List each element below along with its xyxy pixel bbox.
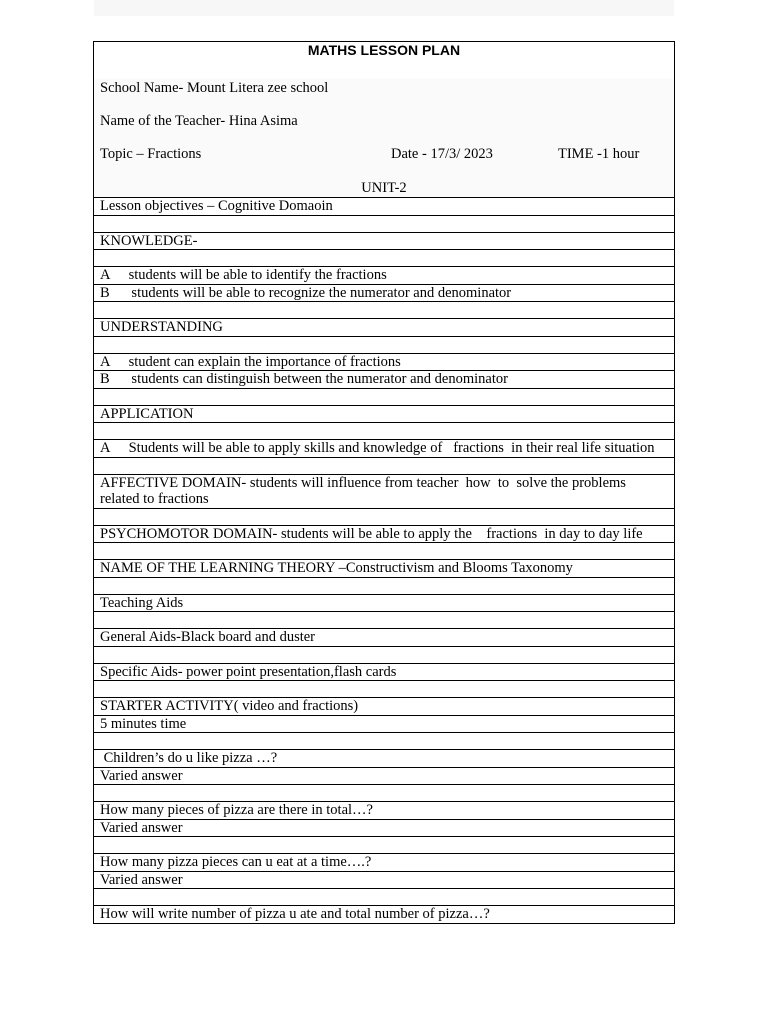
spacer-row — [94, 680, 674, 697]
spacer-row — [94, 388, 674, 405]
table-row: How will write number of pizza u ate and total number of pizza…? — [94, 905, 674, 923]
table-row: A student can explain the importance of fractions — [94, 353, 674, 371]
table-row: PSYCHOMOTOR DOMAIN- students will be able to apply the fractions in day to day life — [94, 525, 674, 543]
spacer-row — [94, 542, 674, 559]
table-row: B students can distinguish between the numerator and denominator — [94, 370, 674, 388]
spacer-row — [94, 336, 674, 353]
table-row: 5 minutes time — [94, 715, 674, 733]
table-row: KNOWLEDGE- — [94, 232, 674, 250]
document-title: MATHS LESSON PLAN — [307, 42, 461, 58]
spacer-row — [94, 577, 674, 594]
spacer-row — [94, 836, 674, 853]
table-row: A Students will be able to apply skills and knowledge of fractions in their real life situation — [94, 439, 674, 457]
spacer-row — [94, 457, 674, 474]
school-name: School Name- Mount Litera zee school — [100, 80, 329, 96]
lesson-topic: Topic – Fractions — [100, 146, 202, 162]
spacer-row — [94, 732, 674, 749]
table-row: Children’s do u like pizza …? — [94, 749, 674, 767]
table-row: STARTER ACTIVITY( video and fractions) — [94, 697, 674, 715]
spacer-row — [94, 888, 674, 905]
table-row: Varied answer — [94, 767, 674, 785]
spacer-row — [94, 646, 674, 663]
lesson-time: TIME -1 hour — [558, 146, 640, 162]
spacer-row — [94, 784, 674, 801]
table-row: Varied answer — [94, 819, 674, 837]
lesson-date: Date - 17/3/ 2023 — [391, 146, 493, 162]
spacer-row — [94, 215, 674, 232]
table-row: A students will be able to identify the fractions — [94, 266, 674, 284]
table-row: Lesson objectives – Cognitive Domaoin — [94, 197, 674, 215]
spacer-row — [94, 249, 674, 266]
spacer-row — [94, 422, 674, 439]
table-row: How many pizza pieces can u eat at a time….? — [94, 853, 674, 871]
table-row: NAME OF THE LEARNING THEORY –Constructivism and Blooms Taxonomy — [94, 559, 674, 577]
table-row: AFFECTIVE DOMAIN- students will influence from teacher how to solve the problems related to fractions — [94, 474, 674, 508]
lesson-rows — [94, 197, 674, 923]
table-row: Teaching Aids — [94, 594, 674, 612]
table-row: General Aids-Black board and duster — [94, 628, 674, 646]
spacer-row — [94, 611, 674, 628]
teacher-name: Name of the Teacher- Hina Asima — [100, 113, 298, 129]
spacer-row — [94, 301, 674, 318]
unit-label: UNIT-2 — [361, 180, 407, 196]
table-row: B students will be able to recognize the numerator and denominator — [94, 284, 674, 302]
lesson-plan-header — [94, 42, 674, 197]
page-top-strip — [94, 0, 674, 16]
spacer-row — [94, 508, 674, 525]
table-row: APPLICATION — [94, 405, 674, 423]
table-row: How many pieces of pizza are there in total…? — [94, 801, 674, 819]
table-row: Varied answer — [94, 871, 674, 889]
table-row: UNDERSTANDING — [94, 318, 674, 336]
lesson-plan-document — [93, 41, 675, 924]
table-row: Specific Aids- power point presentation,flash cards — [94, 663, 674, 681]
